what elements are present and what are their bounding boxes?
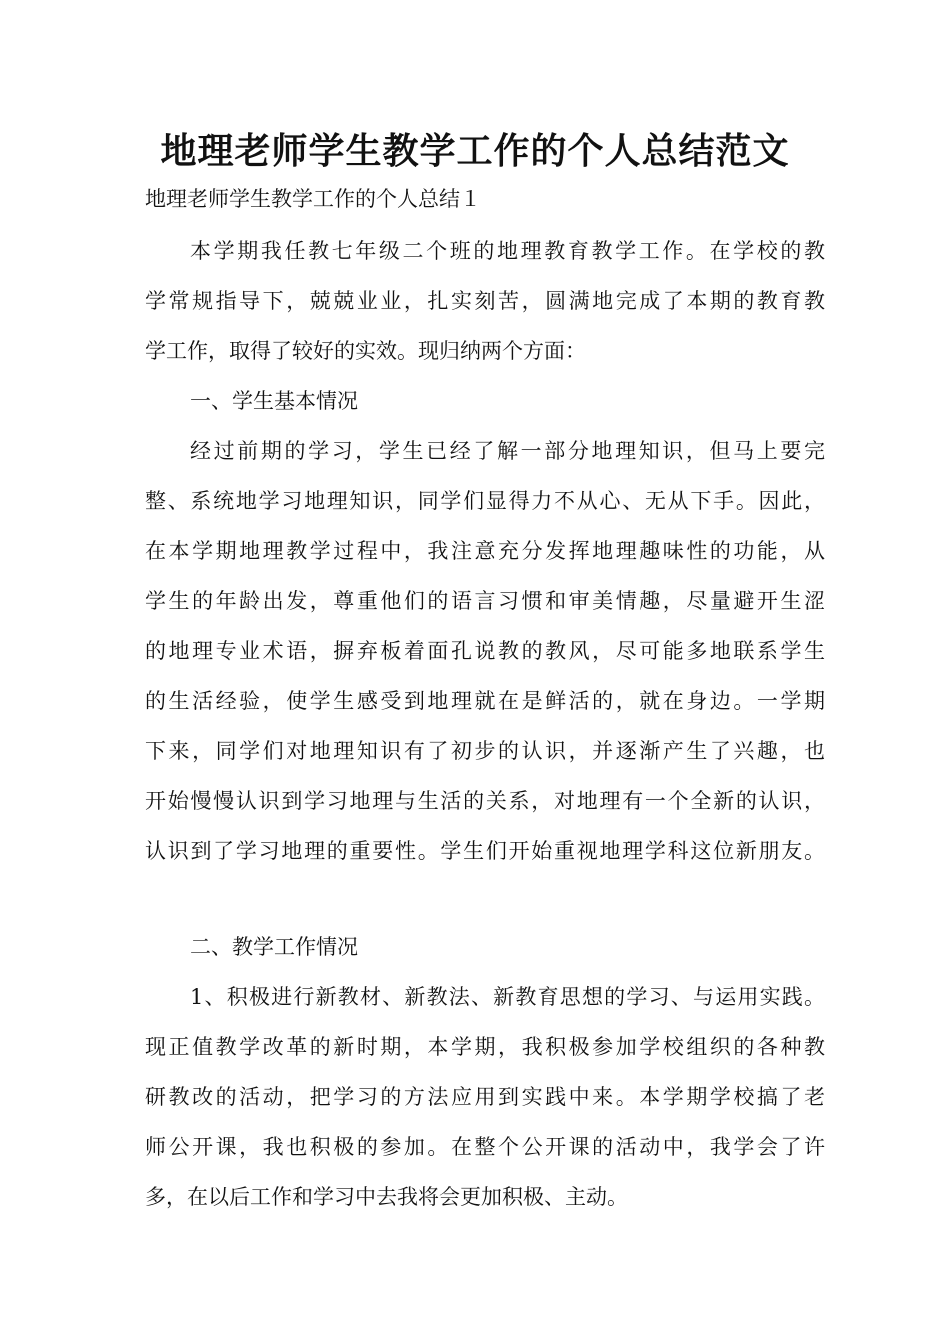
section-heading: 一、学生基本情况 <box>190 389 358 413</box>
paragraph-line: 的地理专业术语，摒弃板着面孔说教的教风，尽可能多地联系学生 <box>145 639 825 663</box>
paragraph-line: 师公开课，我也积极的参加。在整个公开课的活动中，我学会了许 <box>145 1135 825 1159</box>
paragraph-line: 学工作，取得了较好的实效。现归纳两个方面： <box>145 339 586 363</box>
section-heading: 二、教学工作情况 <box>190 935 358 959</box>
paragraph-line: 在本学期地理教学过程中，我注意充分发挥地理趣味性的功能，从 <box>145 539 825 563</box>
section-subtitle: 地理老师学生教学工作的个人总结１ <box>145 187 481 211</box>
paragraph-line: 学生的年龄出发，尊重他们的语言习惯和审美情趣，尽量避开生涩 <box>145 589 825 613</box>
paragraph-line: 1、积极进行新教材、新教法、新教育思想的学习、与运用实践。 <box>190 985 825 1009</box>
paragraph-line: 研教改的活动，把学习的方法应用到实践中来。本学期学校搞了老 <box>145 1085 825 1109</box>
paragraph-line: 本学期我任教七年级二个班的地理教育教学工作。在学校的教 <box>190 239 825 263</box>
paragraph-line: 认识到了学习地理的重要性。学生们开始重视地理学科这位新朋友。 <box>145 839 825 863</box>
paragraph-line: 整、系统地学习地理知识，同学们显得力不从心、无从下手。因此， <box>145 489 825 513</box>
paragraph-line: 现正值教学改革的新时期，本学期，我积极参加学校组织的各种教 <box>145 1035 825 1059</box>
paragraph-line: 学常规指导下，兢兢业业，扎实刻苦，圆满地完成了本期的教育教 <box>145 289 825 313</box>
paragraph-line: 下来，同学们对地理知识有了初步的认识，并逐渐产生了兴趣，也 <box>145 739 825 763</box>
paragraph-line: 的生活经验，使学生感受到地理就在是鲜活的，就在身边。一学期 <box>145 689 825 713</box>
paragraph-line: 经过前期的学习，学生已经了解一部分地理知识，但马上要完 <box>190 439 825 463</box>
paragraph-line: 开始慢慢认识到学习地理与生活的关系，对地理有一个全新的认识， <box>145 789 825 813</box>
paragraph-line: 多，在以后工作和学习中去我将会更加积极、主动。 <box>145 1185 628 1209</box>
document-title: 地理老师学生教学工作的个人总结范文 <box>160 131 790 172</box>
